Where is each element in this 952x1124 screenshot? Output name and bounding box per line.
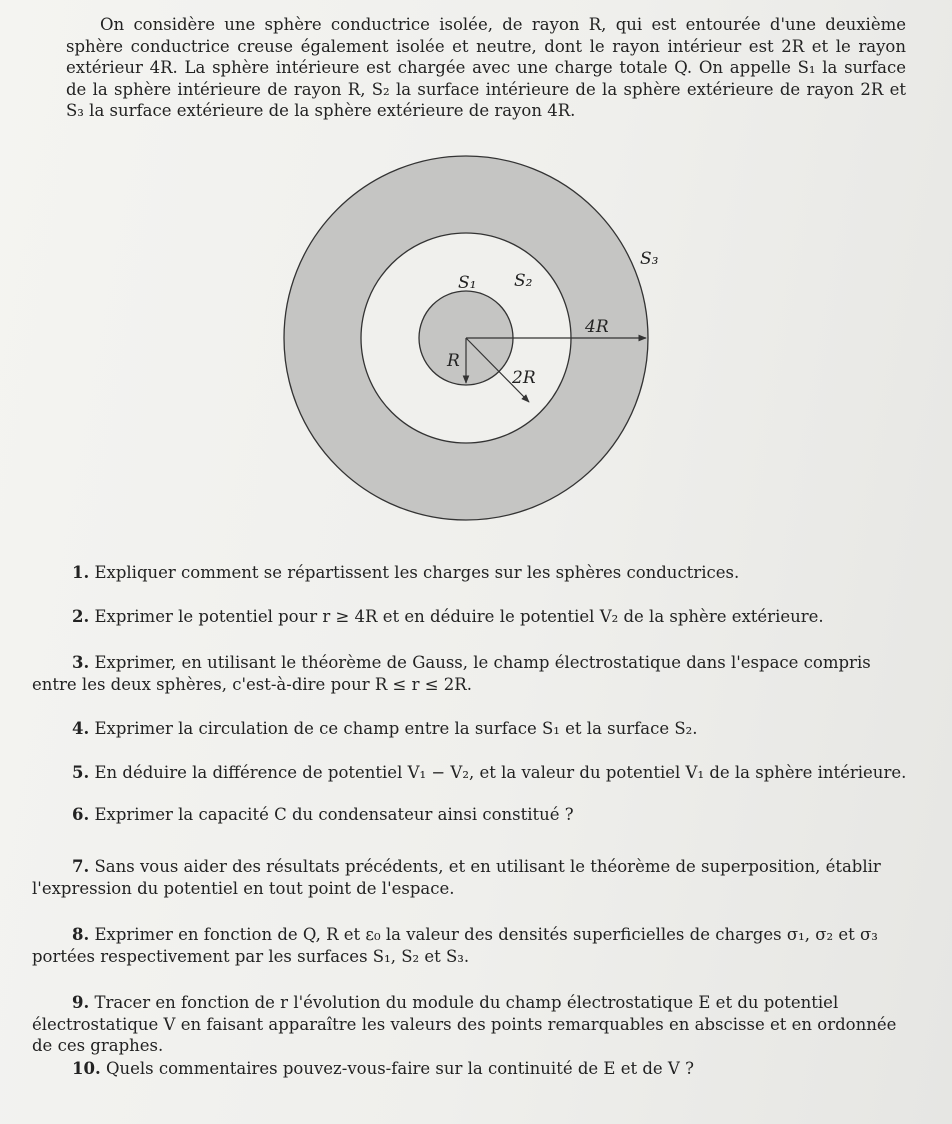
label-s1: S₁	[458, 273, 477, 293]
label-s2: S₂	[514, 271, 533, 291]
question-8: 8. Exprimer en fonction de Q, R et ε₀ la valeur des densités superficielles de charges σ₁, σ₂ et σ₃ portées respectivement par les surfaces S₁, S₂ et S₃.	[32, 925, 878, 966]
question-7: 7. Sans vous aider des résultats précédents, et en utilisant le théorème de superposition, établir l'expression du potentiel en tout point de l'espace.	[32, 857, 881, 898]
question-6: 6. Exprimer la capacité C du condensateur ainsi constitué ?	[72, 805, 574, 824]
label-2r: 2R	[512, 368, 536, 388]
question-4: 4. Exprimer la circulation de ce champ entre la surface S₁ et la surface S₂.	[72, 719, 698, 738]
question-10: 10. Quels commentaires pouvez-vous-faire sur la continuité de E et de V ?	[72, 1059, 694, 1078]
concentric-spheres-diagram	[0, 150, 952, 560]
label-s3: S₃	[640, 249, 659, 269]
question-5: 5. En déduire la différence de potentiel V₁ − V₂, et la valeur du potentiel V₁ de la sphère intérieure.	[72, 763, 907, 782]
question-1: 1. Expliquer comment se répartissent les charges sur les sphères conductrices.	[72, 563, 740, 582]
question-9: 9. Tracer en fonction de r l'évolution du module du champ électrostatique E et du potentiel électrostatique V en faisant apparaître les valeurs des points remarquables en abscisse et en ordonnée de ces graphes.	[32, 993, 897, 1055]
problem-statement: On considère une sphère conductrice isolée, de rayon R, qui est entourée d'une deuxième sphère conductrice creuse également isolée et neutre, dont le rayon intérieur est 2R et le rayon extérieur 4R. La sphère intérieure est chargée avec une charge totale Q. On appelle S₁ la surface de la sphère intérieure de rayon R, S₂ la surface intérieure de la sphère extérieure de rayon 2R et S₃ la surface extérieure de la sphère extérieure de rayon 4R.	[66, 15, 906, 120]
label-r: R	[447, 351, 460, 371]
question-2: 2. Exprimer le potentiel pour r ≥ 4R et en déduire le potentiel V₂ de la sphère extérieure.	[72, 607, 824, 626]
question-3: 3. Exprimer, en utilisant le théorème de Gauss, le champ électrostatique dans l'espace compris entre les deux sphères, c'est-à-dire pour R ≤ r ≤ 2R.	[32, 653, 871, 694]
label-4r: 4R	[585, 317, 609, 337]
